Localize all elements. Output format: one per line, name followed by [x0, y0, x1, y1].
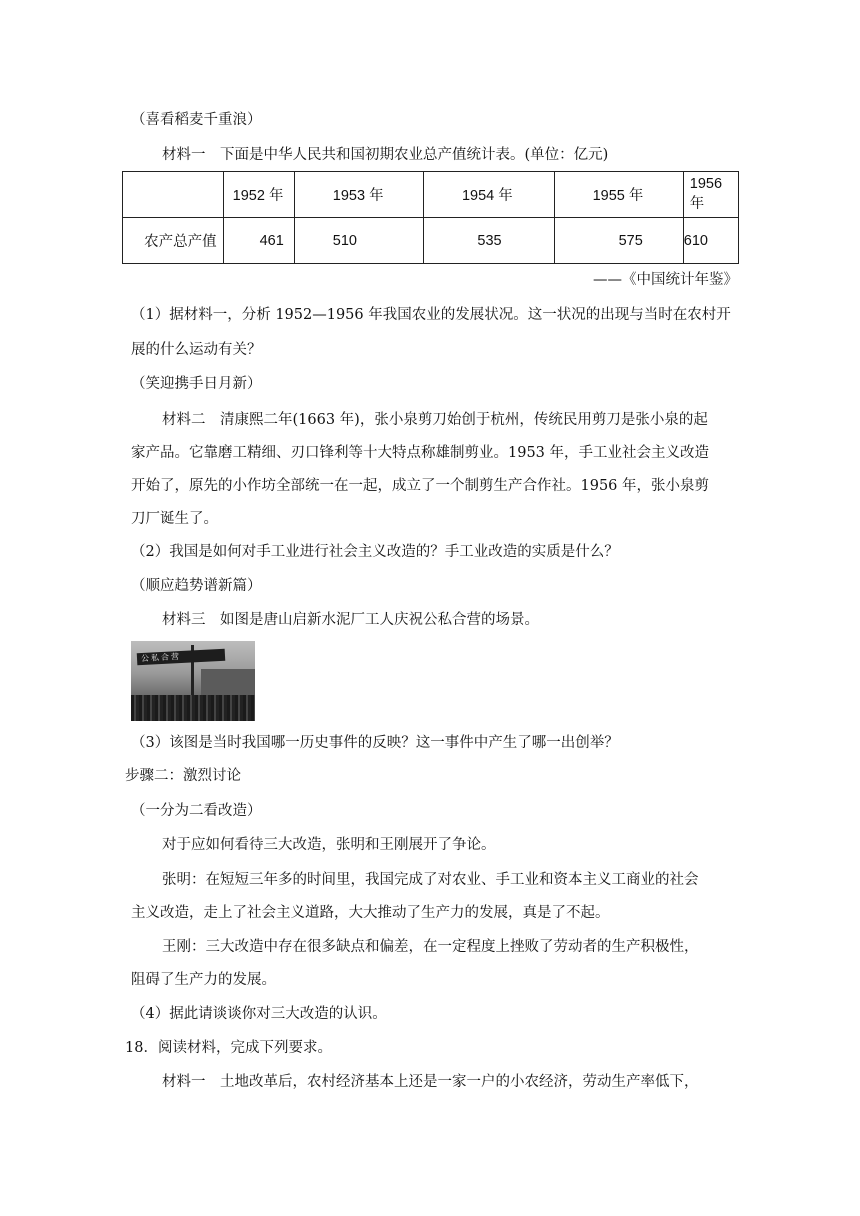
table-value-row	[123, 218, 739, 264]
question-4: （4）据此请谈谈你对三大改造的认识。	[131, 1006, 387, 1022]
value-cell: 610	[683, 218, 738, 264]
value-cell: 510	[294, 218, 423, 264]
photo-banner-text: 公私合营	[140, 652, 182, 664]
year-cell: 1954 年	[423, 172, 554, 218]
table-corner-cell	[123, 172, 224, 218]
zhang-ming-line-2: 主义改造，走上了社会主义道路，大大推动了生产力的发展，真是了不起。	[131, 905, 610, 921]
question-18-heading: 18．阅读材料，完成下列要求。	[125, 1040, 332, 1056]
material-2-line-3: 开始了，原先的小作坊全部统一在一起，成立了一个制剪生产合作社。1956 年，张小泉剪	[131, 478, 710, 494]
material-18-line-1: 材料一 土地改革后，农村经济基本上还是一家一户的小农经济，劳动生产率低下，	[162, 1074, 699, 1090]
year-cell: 1955 年	[554, 172, 683, 218]
material-2-line-4: 刀厂诞生了。	[131, 511, 218, 527]
section-title-1: （喜看稻麦千重浪）	[131, 112, 262, 128]
wang-gang-line-1: 王刚：三大改造中存在很多缺点和偏差，在一定程度上挫败了劳动者的生产积极性，	[162, 939, 699, 955]
photo-crowd	[131, 695, 255, 721]
photo-banner	[137, 649, 226, 666]
section-title-4: （一分为二看改造）	[131, 803, 262, 819]
question-3: （3）该图是当时我国哪一历史事件的反映？这一事件中产生了哪一出创举？	[131, 735, 619, 751]
source-citation: ——《中国统计年鉴》	[593, 272, 738, 288]
zhang-ming-line-1: 张明：在短短三年多的时间里，我国完成了对农业、手工业和资本主义工商业的社会	[162, 872, 699, 888]
cement-factory-celebration-photo	[131, 641, 255, 721]
step-2-heading: 步骤二：激烈讨论	[125, 768, 241, 784]
value-cell: 535	[423, 218, 554, 264]
discussion-intro: 对于应如何看待三大改造，张明和王刚展开了争论。	[162, 837, 496, 853]
section-title-3: （顺应趋势谱新篇）	[131, 578, 262, 594]
material-1-intro: 材料一 下面是中华人民共和国初期农业总产值统计表。(单位：亿元)	[162, 147, 609, 163]
row-label: 农产总产值	[123, 218, 224, 264]
year-cell: 1953 年	[294, 172, 423, 218]
question-1-line-2: 展的什么运动有关？	[131, 342, 262, 358]
question-1-line-1: （1）据材料一，分析 1952—1956 年我国农业的发展状况。这一状况的出现与当时在农村开	[131, 307, 731, 323]
material-3: 材料三 如图是唐山启新水泥厂工人庆祝公私合营的场景。	[162, 612, 539, 628]
photo-building	[201, 669, 255, 697]
table-header-row	[123, 172, 739, 218]
material-2-line-2: 家产品。它靠磨工精细、刃口锋利等十大特点称雄制剪业。1953 年，手工业社会主义改造	[131, 445, 710, 461]
year-cell: 1956 年	[683, 172, 738, 218]
section-title-2: （笑迎携手日月新）	[131, 376, 262, 392]
question-2: （2）我国是如何对手工业进行社会主义改造的？手工业改造的实质是什么？	[131, 544, 619, 560]
agriculture-output-table	[122, 171, 739, 264]
value-cell: 575	[554, 218, 683, 264]
year-cell: 1952 年	[223, 172, 294, 218]
value-cell: 461	[223, 218, 294, 264]
wang-gang-line-2: 阻碍了生产力的发展。	[131, 972, 276, 988]
material-2-line-1: 材料二 清康熙二年(1663 年)，张小泉剪刀始创于杭州，传统民用剪刀是张小泉的起	[162, 412, 708, 428]
